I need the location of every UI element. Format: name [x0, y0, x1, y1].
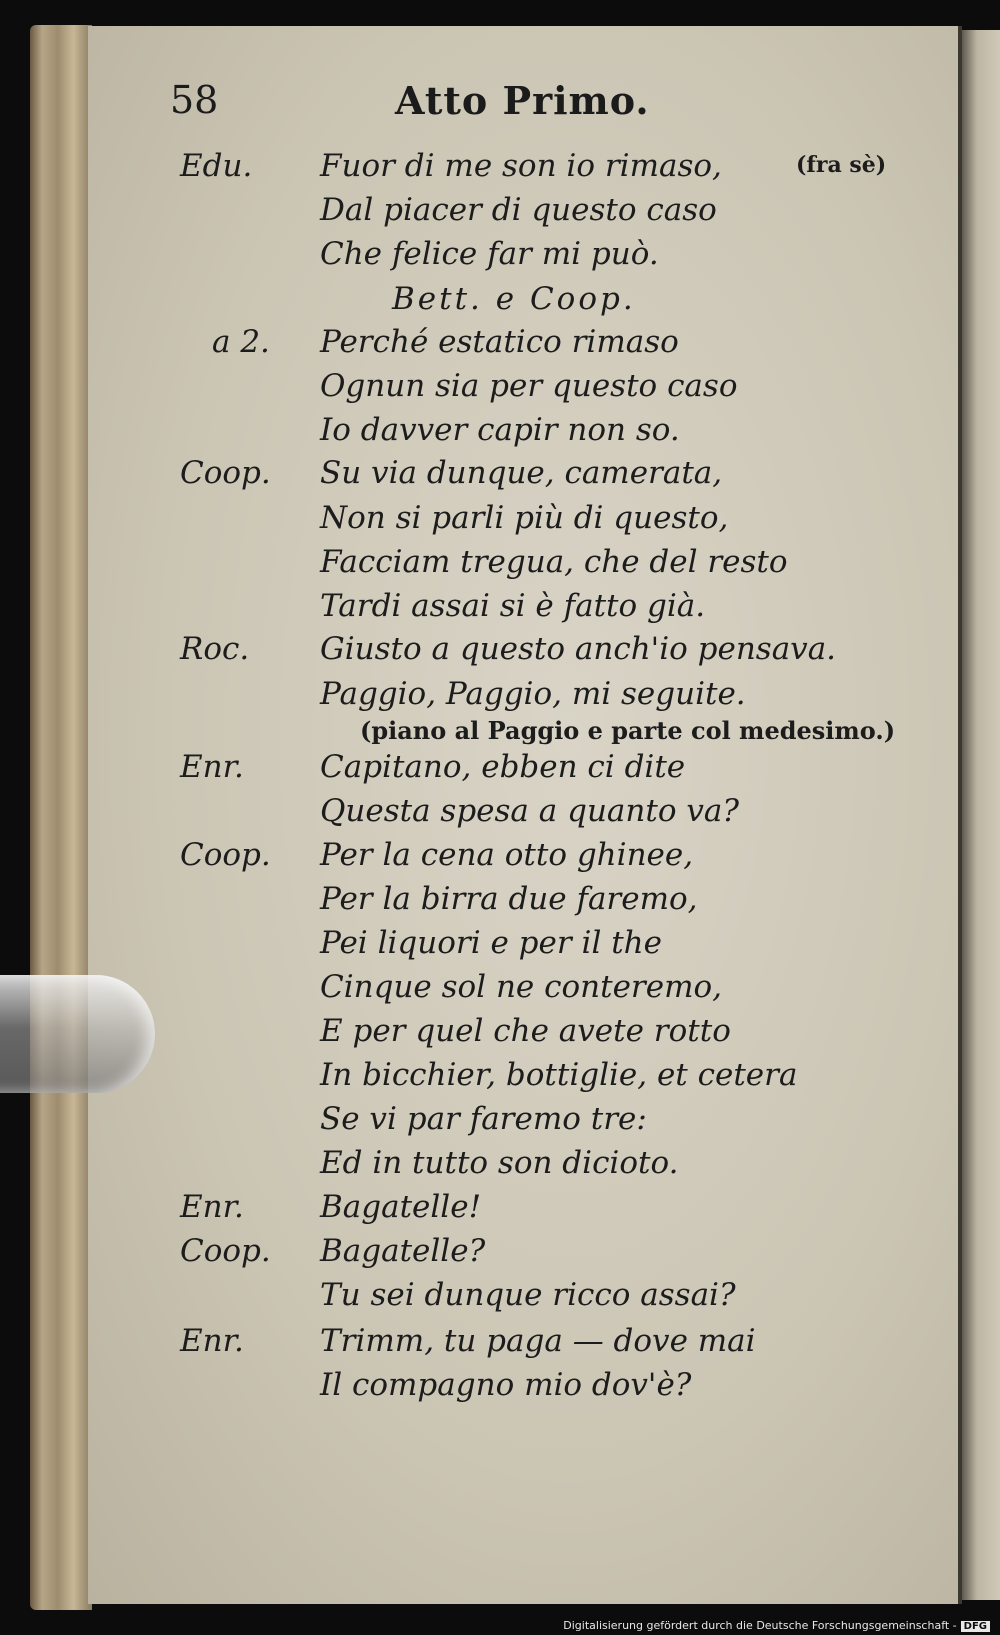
page-title: Atto Primo.	[395, 78, 650, 123]
speaker-label: Enr.	[180, 1323, 244, 1359]
verse-text: Tardi assai si è fatto già.	[320, 588, 706, 624]
verse-line	[0, 925, 960, 969]
verse-line	[0, 500, 960, 544]
verse-text: Per la cena otto ghinee,	[320, 837, 694, 873]
verse-text: Tu sei dunque ricco assai?	[320, 1277, 736, 1313]
running-head	[170, 78, 870, 138]
verse-text: Io davver capir non so.	[320, 412, 680, 448]
speaker-label: Edu.	[180, 148, 253, 184]
speaker-label: a 2.	[212, 324, 270, 360]
verse-line	[0, 368, 960, 412]
verse-line	[0, 881, 960, 925]
verse-text: Cinque sol ne conteremo,	[320, 969, 722, 1005]
footer-text: Digitalisierung gefördert durch die Deutsche Forschungsgemeinschaft -	[563, 1619, 957, 1632]
verse-text: Giusto a questo anch'io pensava.	[320, 631, 837, 667]
verse-line	[0, 837, 960, 881]
footer-credit	[563, 1619, 990, 1632]
verse-text: Ognun sia per questo caso	[320, 368, 738, 404]
verse-line	[0, 1101, 960, 1145]
verse-text: Su via dunque, camerata,	[320, 455, 723, 491]
verse-line	[0, 324, 960, 368]
verse-text: E per quel che avete rotto	[320, 1013, 731, 1049]
verse-text: Questa spesa a quanto va?	[320, 793, 739, 829]
verse-line	[0, 1367, 960, 1411]
verse-line	[0, 631, 960, 675]
verse-line	[0, 588, 960, 632]
verse-line	[0, 1189, 960, 1233]
verse-line	[0, 236, 960, 280]
speaker-label: Coop.	[180, 455, 271, 491]
verse-text: Per la birra due faremo,	[320, 881, 698, 917]
verse-line	[0, 544, 960, 588]
verse-text: Pei liquori e per il the	[320, 925, 662, 961]
verse-text: Paggio, Paggio, mi seguite.	[320, 676, 746, 712]
stage-direction: (piano al Paggio e parte col medesimo.)	[360, 716, 896, 745]
speaker-label: Coop.	[180, 1233, 271, 1269]
page-number: 58	[170, 78, 219, 122]
verse-line	[0, 1233, 960, 1277]
verse-line	[0, 455, 960, 499]
verse-text: In bicchier, bottiglie, et cetera	[320, 1057, 798, 1093]
stage-aside: (fra sè)	[796, 152, 887, 178]
verse-line	[0, 192, 960, 236]
verse-text: Bagatelle!	[320, 1189, 482, 1225]
verse-line	[0, 1323, 960, 1367]
verse-text: Il compagno mio dov'è?	[320, 1367, 692, 1403]
verse-text: Facciam tregua, che del resto	[320, 544, 788, 580]
verse-text: Dal piacer di questo caso	[320, 192, 717, 228]
verse-text: Ed in tutto son dicioto.	[320, 1145, 679, 1181]
verse-text: Capitano, ebben ci dite	[320, 749, 686, 785]
speaker-label: Enr.	[180, 749, 244, 785]
dfg-logo-icon: DFG	[961, 1621, 990, 1632]
verse-line	[0, 676, 960, 720]
facing-page-edge	[962, 30, 1000, 1600]
verse-text: Se vi par faremo tre:	[320, 1101, 647, 1137]
speaker-heading: Bett. e Coop.	[392, 281, 636, 317]
speaker-label: Enr.	[180, 1189, 244, 1225]
verse-line	[0, 969, 960, 1013]
verse-line	[0, 1277, 960, 1321]
verse-line	[0, 793, 960, 837]
verse-text: Che felice far mi può.	[320, 236, 659, 272]
verse-text: Bagatelle?	[320, 1233, 486, 1269]
verse-text: Fuor di me son io rimaso,	[320, 148, 722, 184]
verse-line	[0, 412, 960, 456]
verse-line	[0, 1013, 960, 1057]
verse-text: Perché estatico rimaso	[320, 324, 679, 360]
verse-line	[0, 148, 960, 192]
speaker-label: Coop.	[180, 837, 271, 873]
verse-text: Non si parli più di questo,	[320, 500, 729, 536]
verse-line	[0, 281, 960, 325]
speaker-label: Roc.	[180, 631, 250, 667]
verse-line	[0, 1145, 960, 1189]
verse-line	[0, 1057, 960, 1101]
verse-line	[0, 749, 960, 793]
verse-text: Trimm, tu paga — dove mai	[320, 1323, 756, 1359]
